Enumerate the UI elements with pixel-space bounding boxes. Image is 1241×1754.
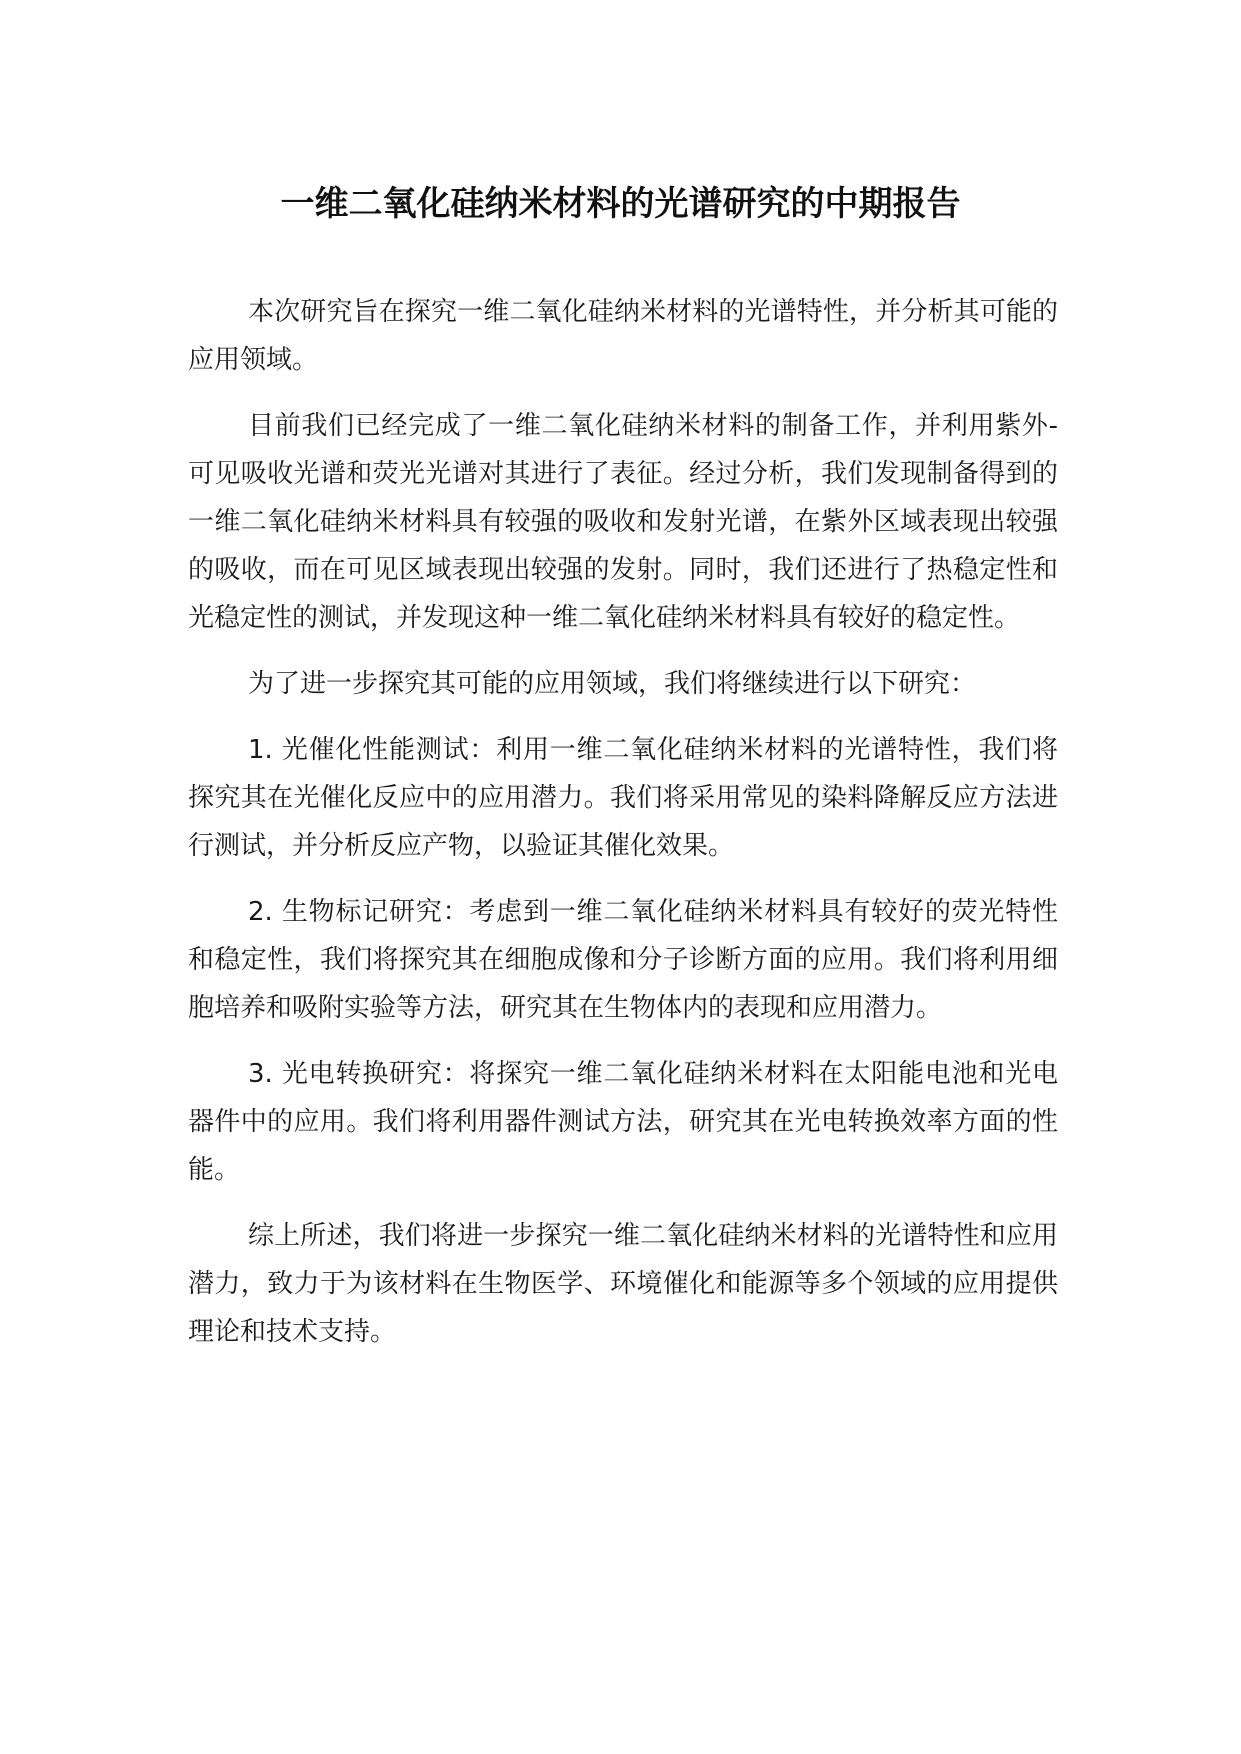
paragraph-item-photoelectric: 3. 光电转换研究：将探究一维二氧化硅纳米材料在太阳能电池和光电器件中的应用。我们将利用器件测试方法，研究其在光电转换效率方面的性能。 xyxy=(188,1059,1058,1185)
paragraph-intro: 本次研究旨在探究一维二氧化硅纳米材料的光谱特性，并分析其可能的应用领域。 xyxy=(188,297,1058,375)
paragraph-progress: 目前我们已经完成了一维二氧化硅纳米材料的制备工作，并利用紫外-可见吸收光谱和荧光光谱对其进行了表征。经过分析，我们发现制备得到的一维二氧化硅纳米材料具有较强的吸收和发射光谱，在紫外区域表现出较强的吸收，而在可见区域表现出较强的发射。同时，我们还进行了热稳定性和光稳定性的测试，并发现这种一维二氧化硅纳米材料具有较好的稳定性。 xyxy=(188,411,1058,633)
paragraph-plan-intro: 为了进一步探究其可能的应用领域，我们将继续进行以下研究： xyxy=(248,669,977,699)
document-body xyxy=(188,288,1058,1374)
paragraph-conclusion: 综上所述，我们将进一步探究一维二氧化硅纳米材料的光谱特性和应用潜力，致力于为该材料在生物医学、环境催化和能源等多个领域的应用提供理论和技术支持。 xyxy=(188,1221,1058,1347)
document-title: 一维二氧化硅纳米材料的光谱研究的中期报告 xyxy=(280,184,961,224)
paragraph-item-bio-labeling: 2. 生物标记研究：考虑到一维二氧化硅纳米材料具有较好的荧光特性和稳定性，我们将探究其在细胞成像和分子诊断方面的应用。我们将利用细胞培养和吸附实验等方法，研究其在生物体内的表现和应用潜力。 xyxy=(188,897,1058,1023)
paragraph-item-photocatalysis: 1. 光催化性能测试：利用一维二氧化硅纳米材料的光谱特性，我们将探究其在光催化反应中的应用潜力。我们将采用常见的染料降解反应方法进行测试，并分析反应产物，以验证其催化效果。 xyxy=(188,735,1058,861)
